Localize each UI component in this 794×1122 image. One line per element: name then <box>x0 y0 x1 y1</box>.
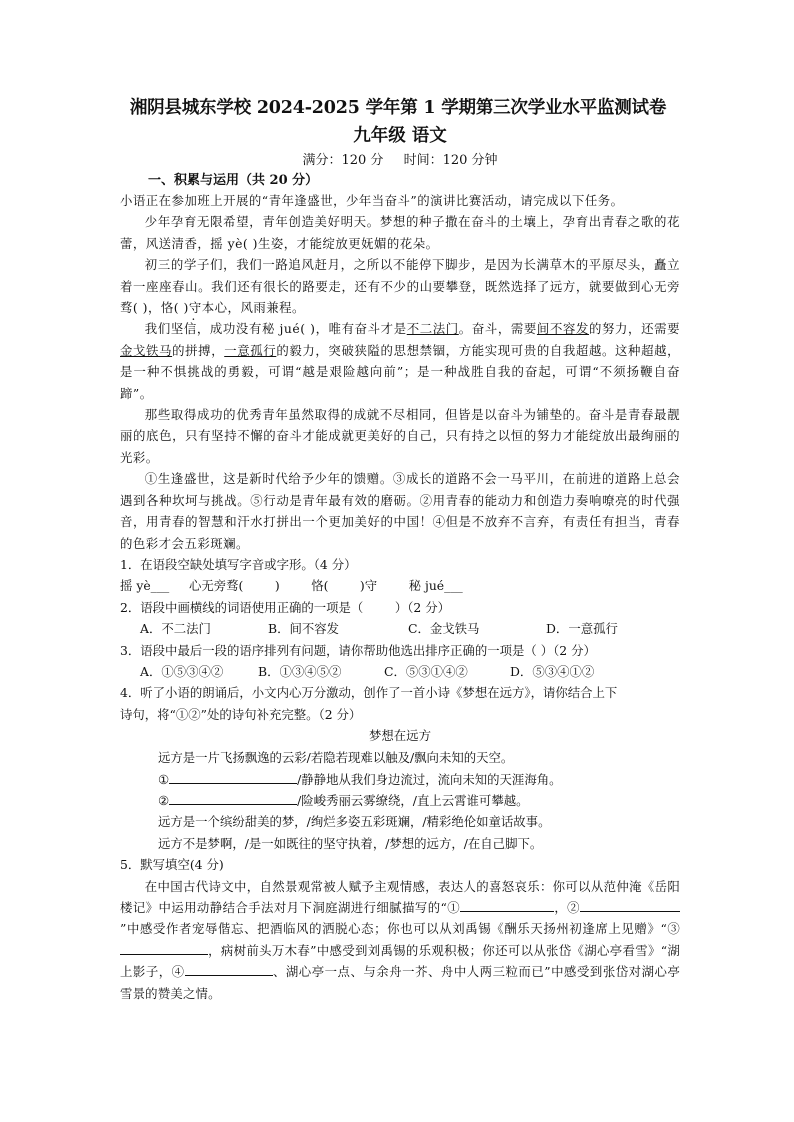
question-2-stem: 2．语段中画横线的词语使用正确的一项是（ ）（2 分） <box>120 599 450 615</box>
question-2-options <box>120 618 680 639</box>
answer-blank-4[interactable] <box>185 961 273 976</box>
para3-text: 的毅力，突破狭隘的思想禁锢，方能实现可贵的自我超越。这种超越，是一种不惧挑战的勇毅，可谓“越是艰险越向前”；是一种战胜自我的奋起，可谓“不须扬鞭自奋蹄”。 <box>120 342 681 401</box>
answer-blank-2[interactable] <box>169 790 297 805</box>
question-3-options <box>120 661 680 682</box>
question-3-stem: 3．语段中最后一段的语序排列有问题，请你帮助他选出排序正确的一项是（ ）（2 分） <box>120 642 596 658</box>
option-c[interactable]: C．金戈铁马 <box>408 621 480 637</box>
para2-text-a: 初三的学子们，我们一路追风赶月，之所以不能停下脚步，是因为长满草木的平原尽头，矗立着一座座春山。我们还有很长的路要走，还有不少的山要攀登，既然选择了远方，就要做到心无旁骛( )， <box>120 257 680 316</box>
poem-line-blank-1 <box>158 769 680 790</box>
passage-para-1: 少年孕育无限希望，青年创造美好明天。梦想的种子撒在奋斗的土壤上，孕育出青春之歌的花蕾，风送清香，摇 yè( )生姿，才能绽放更妩媚的花朵。 <box>120 214 680 251</box>
question-5-body <box>120 876 680 1004</box>
q5-text: ，② <box>554 900 580 915</box>
passage-para-4: 那些取得成功的优秀青年虽然取得的成就不尽相同，但皆是以奋斗为铺垫的。奋斗是青春最靓丽的底色，只有坚持不懈的奋斗才能成就更美好的自己，只有持之以恒的努力才能绽放出最绚丽的光彩。 <box>120 407 680 465</box>
poem-title: 梦想在远方 <box>369 728 431 744</box>
passage-para-5: ①生逢盛世，这是新时代给予少年的馈赠。③成长的道路不会一马平川，在前进的道路上总会遇到各种坎坷与挑战。⑤行动是青年最有效的磨砺。②用青春的能动力和创造力奏响嘹亮的时代强音，用青春的智慧和汗水打拼出一个更加美好的中国！④但是不放弃不言弃，有责任有担当，青春的色彩才会五彩斑斓。 <box>120 471 680 551</box>
underlined-word: 一意孤行 <box>224 342 277 358</box>
q5-text: 、湖心亭一点、与余舟一芥、舟中人两三粒而已”中感受到张岱对湖心亭雪景的赞美之情。 <box>120 964 681 1001</box>
exam-page <box>120 96 680 1004</box>
option-b[interactable]: B．①③④⑤② <box>258 663 342 679</box>
answer-blank-3[interactable] <box>120 940 208 955</box>
underlined-word: 间不容发 <box>536 321 589 337</box>
question-4-stem-line1: 4．听了小语的朗诵后，小文内心万分激动，创作了一首小诗《梦想在远方》，请你结合上下 <box>120 685 618 701</box>
section-heading: 一、积累与运用（共 20 分） <box>148 173 319 188</box>
question-4-stem-line2: 诗句，将“①②”处的诗句补充完整。（2 分） <box>120 706 362 722</box>
reading-passage <box>120 190 680 554</box>
blank-marker: ② <box>158 792 170 808</box>
passage-intro: 小语正在参加班上开展的“青年逢盛世，少年当奋斗”的演讲比赛活动，请完成以下任务。 <box>120 193 624 208</box>
question-1-stem: 1．在语段空缺处填写字音或字形。（4 分） <box>120 556 357 572</box>
para3-text: 的努力，还需要 <box>589 321 681 337</box>
time-label: 时间：120 分钟 <box>403 153 498 168</box>
answer-blank-1[interactable] <box>169 769 297 784</box>
blank-marker: ① <box>158 771 170 787</box>
q5-text: ”中感受作者宠辱偕忘、把酒临风的洒脱心态；你也可以从刘禹锡《酬乐天扬州初逢席上见赠》“③ <box>120 921 680 937</box>
q5-text: 在中国古代诗文中，自然景观常被人赋予主观情感，表达人的喜怒哀乐：你可以从范仲淹《岳阳楼记》中运用动静结合手法对月下洞庭湖进行细腻描写的“① <box>120 878 680 915</box>
poem-line-text: /险峻秀丽云雾缭绕，/直上云霄谁可攀越。 <box>297 792 529 808</box>
question-5-text <box>120 876 680 1004</box>
q5-text: ，病树前头万木春”中感受到刘禹锡的乐观积极；你还可以从张岱《湖心亭看雪》“湖上影子，④ <box>120 942 680 980</box>
score-label: 满分：120 分 <box>302 153 384 168</box>
poem-line: 远方不是梦啊，/是一如既往的坚守执着，/梦想的远方，/在自己脚下。 <box>158 835 543 851</box>
exam-subtitle: 九年级 语文 <box>353 126 447 146</box>
option-d[interactable]: D．⑤③④①② <box>510 663 595 679</box>
para2-text-b: ( )守本心，风雨兼程。 <box>173 300 305 316</box>
question-5-stem: 5．默写填空(4 分) <box>120 857 224 873</box>
underlined-word: 不二法门 <box>406 321 459 337</box>
option-c[interactable]: C．⑤③①④② <box>384 663 468 679</box>
answer-blank-2[interactable] <box>580 897 680 912</box>
option-a[interactable]: A．①⑤③④② <box>140 663 224 679</box>
passage-para-3 <box>120 318 680 404</box>
poem-body <box>120 747 680 854</box>
exam-title: 湘阴县城东学校 2024-2025 学年第 1 学期第三次学业水平监测试卷 <box>129 98 667 118</box>
poem-line: 远方是一片飞扬飘逸的云彩/若隐若现难以触及/飘向未知的天空。 <box>158 750 514 766</box>
para3-text: 。奋斗，需要 <box>458 321 537 337</box>
option-b[interactable]: B．间不容发 <box>268 621 340 637</box>
dotted-char: 恪 . <box>161 300 174 315</box>
exam-meta <box>120 152 680 170</box>
poem-line-text: /静静地从我们身边流过，流向未知的天涯海角。 <box>297 771 562 787</box>
passage-para-2 <box>120 254 680 318</box>
option-d[interactable]: D．一意孤行 <box>546 621 618 637</box>
question-1-blanks: 摇 yè___ 心无旁骛( ) 恪( )守 秘 jué___ <box>120 578 463 594</box>
underlined-word: 金戈铁马 <box>120 342 173 358</box>
answer-blank-1[interactable] <box>460 897 554 912</box>
poem-line-blank-2 <box>158 790 680 811</box>
poem-line: 远方是一个缤纷甜美的梦，/绚烂多姿五彩斑斓，/精彩绝伦如童话故事。 <box>158 814 551 830</box>
para3-text: 我们坚信，成功没有秘 jué( )，唯有奋斗才是 <box>144 321 407 337</box>
option-a[interactable]: A．不二法门 <box>140 621 211 637</box>
para3-text: 的拼搏， <box>172 342 225 358</box>
